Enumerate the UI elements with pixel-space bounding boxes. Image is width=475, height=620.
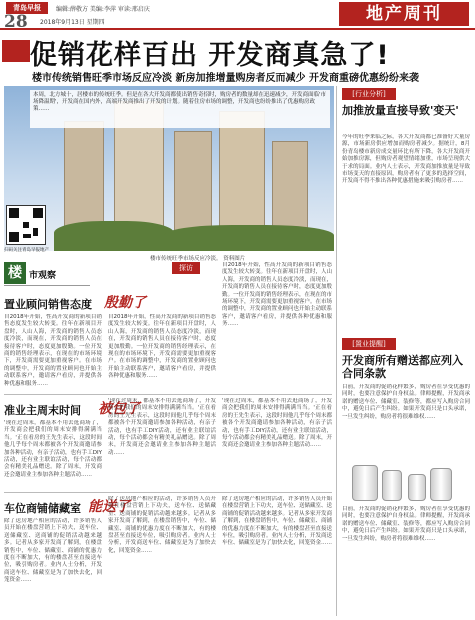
section-title: 准业主周末时间 [4, 404, 81, 417]
page-subheadline: 楼市传统销售旺季市场反应冷淡 新房加推增量购房者反而减少 开发商重磅优惠纷纷来袭 [32, 73, 419, 84]
section-body-cont: '现在过周末，都基本不用去逛商场了，开发商会把我们的周末安排得满满当当。'正在看房的王先生表示，这段时间他几乎每个周末都被各个开发商邀请参加各种活动，有亲子活动，也有手工DIY活动，还有业主联谊活动，每个活动都会有精美礼品赠送。除了周末，开发商还会邀请业主参加各种主题活动…… [108, 398, 216, 456]
visit-tag: 探访 [172, 262, 200, 274]
section-body-side: '现在过周末，都基本不用去逛商场了，开发商会把我们的周末安排得满满当当。'正在看房的王先生表示，这段时间他几乎每个周末都被各个开发商邀请参加各种活动，有亲子活动，也有手工DIY活动，还有业主联谊活动，每个活动都会有精美礼品赠送。除了周末，开发商还会邀请业主参加各种主题活动…… [222, 398, 332, 449]
column-tag-name: 市观察 [29, 271, 57, 281]
page-headline: 促销花样百出 开发商真急了! [30, 40, 390, 71]
newspaper-logo: 青岛早报 [6, 2, 48, 14]
section-title: 置业顾问销售态度 [4, 298, 92, 311]
qr-label: 扫码关注青岛早报地产 [4, 248, 49, 253]
right-body: 目前，开发商的促销花样繁多，购房者在享受优惠的同时，也要注意保护自身权益。律师提醒，开发商承诺的赠送车位、储藏室、装修等，都应写入购房合同中，避免日后产生纠纷。如果开发商只是口头承诺，一旦发生纠纷，购房者将很难维权…… [342, 384, 470, 420]
divider [4, 492, 332, 493]
qr-code[interactable] [6, 205, 46, 245]
photo-caption: 本周，北方城十，居楼市的传统旺季。但是在各大开发商都使出销售奇招时，购房者的数量却在迅速减少，开发商面临'市场降温期'，开发商在国内外，高端开发商推出了开发的计划。随着住房市场的调整，开发商也纷纷推出了优惠购房政策…… [30, 90, 330, 128]
section-flourish: 殷勤了 [104, 295, 146, 311]
section-flourish: 能送了 [88, 499, 130, 515]
section-banner: 地产周刊 [339, 2, 469, 26]
section-body: 除了送房地产相应的活动，许多销售人员开始在楼盘营销上下功夫，送车位、送储藏室、送商铺的促销活动越来越多。记者从多家开发商了解到，在楼盘销售中，车位、储藏室、商铺的优惠力度在不断加大，有的楼盘甚至直接送车位，吸引购房者。业内人士分析，开发商送车位、储藏室是为了加快去化，回笼资金…… [4, 518, 102, 584]
right-body: 今年的旺季来临之际，各大开发商都已准备好大量房源，市场新房供应增加而购房者减少。据统计，8月份青岛楼市新房成交量环比有所下降，各大开发商开始加推房源，但购房者观望情绪加重，市场呈现供大于求的局面。业内人士表示，开发商加推放量是导致市场变天的直接原因，购房者有了更多的选择空间，开发商不得不推出各种优惠措施来吸引购房者…… [342, 134, 470, 185]
section-body-side: 除了送房地产相应的活动，许多销售人员开始在楼盘营销上下功夫，送车位、送储藏室、送商铺的促销活动越来越多。记者从多家开发商了解到，在楼盘销售中，车位、储藏室、商铺的优惠力度在不断加大，有的楼盘甚至直接送车位，吸引购房者。业内人士分析，开发商送车位、储藏室是为了加快去化，回笼资金…… [222, 496, 332, 547]
column-divider [336, 86, 337, 616]
right-title: 开发商所有赠送都应列入合同条款 [342, 354, 463, 380]
headline-accent-bar [2, 40, 30, 62]
photo-credit: 楼市传统旺季市场反应冷淡。 资料图片 [150, 256, 246, 262]
section-body: 自2018年开始，性高开发商的新项目销售态度发生较大转变。往年在新项目开盘时，人山人海，开发商的销售人员态度冷淡，而现在，开发商的销售人员在接待客户时，态度更加殷勤。一位开发商的销售经理表示，在现在的市场环境下，开发商需要更加重视客户。在市场的调整中，开发商的置业顾问也开始主动联系客户，邀请客户看房，并提供各种优惠和服务…… [4, 314, 102, 387]
product-bottle-image [408, 474, 426, 501]
product-bottle-image [382, 470, 402, 501]
tree-shape [54, 221, 174, 251]
right-title: 加推放量直接导致'变天' [342, 104, 459, 117]
right-tag: [行业分析] [342, 88, 396, 100]
section-body-side: 自2018年开始，性高开发商的新项目销售态度发生较大转变。往年在新项目开盘时，人山人海，开发商的销售人员态度冷淡，而现在，开发商的销售人员在接待客户时，态度更加殷勤。一位开发商的销售经理表示，在现在的市场环境下，开发商需要更加重视客户。在市场的调整中，开发商的置业顾问也开始主动联系客户，邀请客户看房，并提供各种优惠和服务…… [222, 262, 332, 328]
right-body-cont: 目前，开发商的促销花样繁多，购房者在享受优惠的同时，也要注意保护自身权益。律师提醒，开发商承诺的赠送车位、储藏室、装修等，都应写入购房合同中，避免日后产生纠纷。如果开发商只是口头承诺，一旦发生纠纷，购房者将很难维权…… [342, 506, 470, 542]
column-tag-char: 楼 [4, 262, 26, 284]
page-number: 28 [4, 12, 28, 32]
section-body-cont: 除了送房地产相应的活动，许多销售人员开始在楼盘营销上下功夫，送车位、送储藏室、送商铺的促销活动越来越多。记者从多家开发商了解到，在楼盘销售中，车位、储藏室、商铺的优惠力度在不断加大，有的楼盘甚至直接送车位，吸引购房者。业内人士分析，开发商送车位、储藏室是为了加快去化，回笼资金…… [108, 496, 216, 554]
issue-date: 2018年9月13日 星期四 [40, 19, 105, 26]
column-tag [4, 262, 90, 286]
masthead [0, 0, 475, 30]
tree-shape [164, 225, 334, 251]
product-bottle-image [430, 468, 452, 501]
section-title: 车位商铺储藏室 [4, 502, 81, 515]
divider [4, 394, 332, 395]
section-flourish: 被包了 [98, 401, 140, 417]
section-body-cont: 自2018年开始，性高开发商的新项目销售态度发生较大转变。往年在新项目开盘时，人山人海，开发商的销售人员态度冷淡，而现在，开发商的销售人员在接待客户时，态度更加殷勤。一位开发商的销售经理表示，在现在的市场环境下，开发商需要更加重视客户。在市场的调整中，开发商的置业顾问也开始主动联系客户，邀请客户看房，并提供各种优惠和服务…… [108, 314, 216, 380]
section-body: '现在过周末，都基本不用去逛商场了，开发商会把我们的周末安排得满满当当。'正在看房的王先生表示，这段时间他几乎每个周末都被各个开发商邀请参加各种活动，有亲子活动，也有手工DIY活动，还有业主联谊活动，每个活动都会有精美礼品赠送。除了周末，开发商还会邀请业主参加各种主题活动…… [4, 420, 102, 478]
editor-credits: 编辑:薛敬方 美编:李萍 审读:邢启庆 [56, 6, 150, 13]
product-bottle-image [352, 465, 378, 501]
right-tag: [置业提醒] [342, 338, 396, 350]
